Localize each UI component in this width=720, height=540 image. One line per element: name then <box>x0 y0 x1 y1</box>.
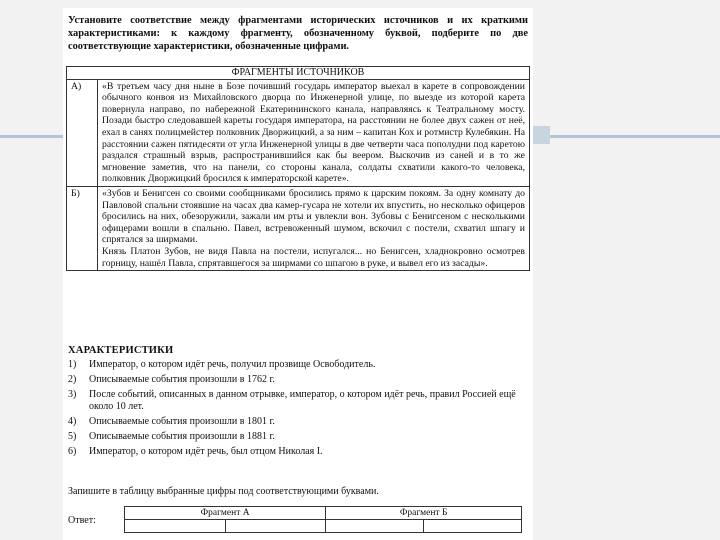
fragment-text <box>98 79 530 186</box>
fragment-paragraph: Князь Платон Зубов, не видя Павла на постели, испугался... но Бенигсен, хладнокровно осмотрев горницу, нашёл Павла, спрятавшегося за ширмами со шпагою в руке, и вывел его из засады». <box>102 245 525 269</box>
document-page <box>63 8 533 540</box>
characteristic-item <box>68 446 530 458</box>
characteristic-number: 6) <box>68 446 77 457</box>
characteristics-list <box>68 359 530 461</box>
characteristic-text: Описываемые события произошли в 1801 г. <box>89 416 275 427</box>
characteristic-item <box>68 416 530 428</box>
answer-header-fragment-a: Фрагмент А <box>125 507 326 520</box>
characteristic-number: 5) <box>68 431 77 442</box>
characteristic-text: Император, о котором идёт речь, получил прозвище Освободитель. <box>89 359 376 370</box>
answer-cell-b1[interactable] <box>326 520 424 533</box>
fragment-letter: А) <box>67 79 98 186</box>
characteristic-number: 1) <box>68 359 77 370</box>
characteristic-item <box>68 374 530 386</box>
characteristic-item <box>68 431 530 443</box>
sources-table <box>66 66 530 271</box>
characteristic-number: 3) <box>68 389 77 400</box>
write-instruction: Запишите в таблицу выбранные цифры под соответствующими буквами. <box>68 486 379 497</box>
characteristic-text: Император, о котором идёт речь, был отцом Николая I. <box>89 446 323 457</box>
characteristic-item <box>68 359 530 371</box>
characteristic-number: 4) <box>68 416 77 427</box>
fragment-paragraph: «В третьем часу дня ныне в Бозе почивший государь император выехал в карете в сопровождении обычного конвоя из Михайловского дворца по Инженерной улице, по выезде из которой карета повернула направо, по набережной Екатерининского канала, направляясь к Театральному мосту. Позади быстро следовавшей кареты государя императора, на расстоянии не более двух сажен от неё, ехал в санях полицмейстер полковник Дворжицкий, а за ним – капитан Кох и ротмистр Кулебякин. На расстоянии сажен пятидесяти от угла Инженерной улицы в две четверти часа пополудни под каретою раздался страшный взрыв, распространившийся как бы веером. Выскочив из саней и в то же мгновение заметив, что на панели, со стороны канала, солдаты схватили какого-то человека, полковник Дворжицкий бросился к императорской карете». <box>102 80 525 185</box>
characteristic-text: Описываемые события произошли в 1881 г. <box>89 431 275 442</box>
sources-table-header: ФРАГМЕНТЫ ИСТОЧНИКОВ <box>67 67 530 80</box>
characteristic-text: Описываемые события произошли в 1762 г. <box>89 374 275 385</box>
fragment-letter: Б) <box>67 186 98 270</box>
task-instruction: Установите соответствие между фрагментами исторических источников и их краткими характеристиками: к каждому фрагменту, обозначенному буквой, подберите по две соответствующие характеристики, обозначенные цифрами. <box>68 15 528 52</box>
characteristic-text: После событий, описанных в данном отрывке, император, о котором идёт речь, правил Россией ещё около 10 лет. <box>89 389 516 412</box>
answer-label: Ответ: <box>68 515 96 526</box>
decorative-line-left <box>0 135 70 138</box>
fragment-row-b <box>67 186 530 270</box>
fragment-row-a <box>67 79 530 186</box>
answer-cell-b2[interactable] <box>424 520 522 533</box>
decorative-square <box>532 126 550 144</box>
characteristics-title: ХАРАКТЕРИСТИКИ <box>68 345 174 356</box>
answer-cell-a1[interactable] <box>125 520 226 533</box>
characteristic-item <box>68 389 530 413</box>
fragment-text <box>98 186 530 270</box>
characteristic-number: 2) <box>68 374 77 385</box>
fragment-paragraph: «Зубов и Бенигсен со своими сообщниками бросились прямо к царским покоям. За одну комнату до Павловой спальни стоявшие на часах два камер-гусара не хотели их впустить, но несколько офицеров бросились на них, обезоружили, зажали им рты и увлекли вон. Зубовы с Бенигсеном с несколькими офицерами вошли в спальню. Павел, встревоженный шумом, вскочил с постели, схватил шпагу и спрятался за ширмами. <box>102 187 525 246</box>
answer-header-fragment-b: Фрагмент Б <box>326 507 522 520</box>
answer-table <box>124 506 522 533</box>
answer-cell-a2[interactable] <box>225 520 326 533</box>
decorative-line-right <box>520 135 720 138</box>
